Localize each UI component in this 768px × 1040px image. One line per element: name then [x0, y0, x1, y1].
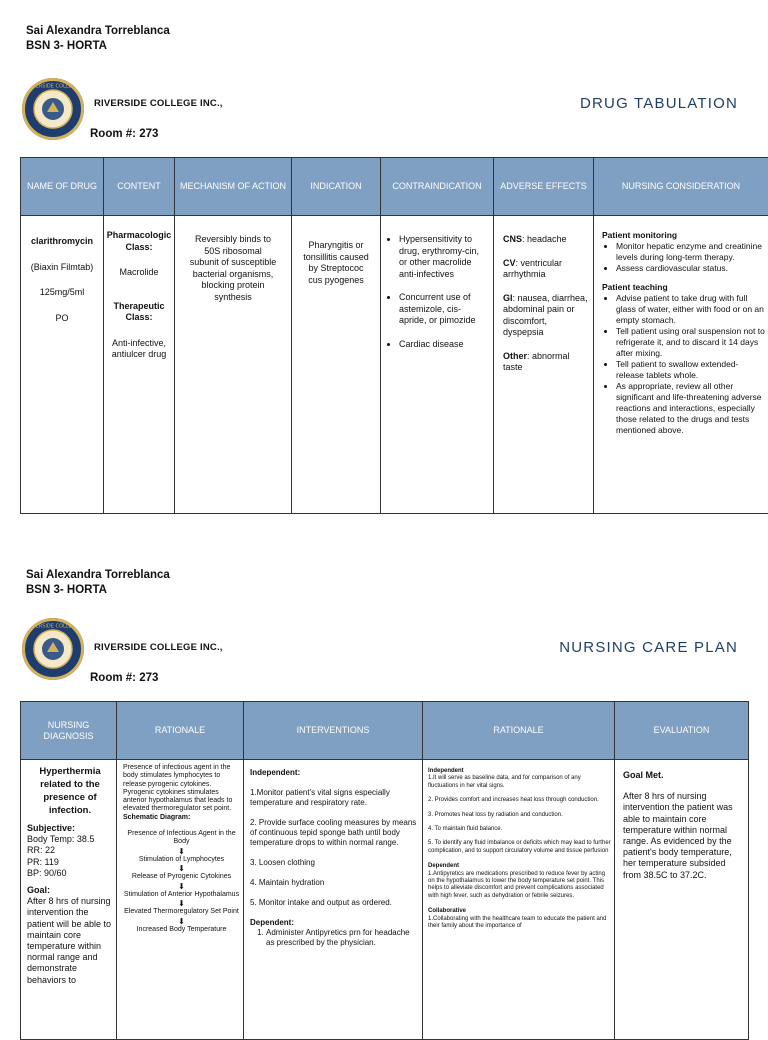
rationale-item: 4. To maintain fluid balance. [428, 826, 611, 833]
rationale-independent-label: Independent [428, 768, 611, 775]
teaching-item: • Tell patient to swallow extended-release tablets whole. [616, 359, 766, 381]
interventions-cell [244, 760, 423, 1040]
flow-step: Presence of Infectious Agent in the Body [123, 830, 240, 847]
rationale-1-text: Presence of infectious agent in the body stimulates lymphocytes to release pyrogenic cytokines. Pyrogenic cytokines stimulates anterior hypothalamus that leads to elevated thermoregulator set point. [123, 764, 240, 814]
dependent-intervention-item: 1. Administer Antipyretics prn for headache as prescribed by the physician. [266, 928, 418, 948]
contraindication-item: • Hypersensitivity to drug, erythromy-cin, or other macrolide anti-infectives [399, 234, 487, 280]
pharmacologic-class: Macrolide [106, 267, 172, 279]
room-number: Room #: 273 [90, 128, 158, 140]
student-section-2: BSN 3- HORTA [26, 583, 107, 597]
rationale-dependent-text: 1.Antipyretics are medications prescribed to reduce fever by acting on the hypothalamus to lower the body temperature set point. This helps to alleviate discomfort and prevent complications associated with high fever, such as dehydration or febrile seizures. [428, 871, 611, 901]
evaluation-title: Goal Met. [623, 770, 744, 781]
student-name-2: Sai Alexandra Torreblanca [26, 568, 170, 582]
header-rationale-1: RATIONALE [117, 702, 244, 760]
diagnosis-title: Hyperthermia related to the presence of infection. [27, 765, 113, 817]
header-content: CONTENT [104, 158, 175, 216]
intervention-item: 4. Maintain hydration [250, 878, 418, 888]
monitoring-item: • Assess cardiovascular status. [616, 263, 766, 274]
monitoring-item: • Monitor hepatic enzyme and creatinine levels during long-term therapy. [616, 241, 766, 263]
logo-lettering: RIVERSIDE COLLEGE [27, 84, 78, 90]
patient-monitoring-label: Patient monitoring [602, 230, 766, 241]
indication-cell [292, 216, 381, 514]
nursing-consideration-cell [594, 216, 768, 514]
adverse-cv: CV: ventricular arrhythmia [503, 258, 589, 281]
subjective-item: BP: 90/60 [27, 868, 113, 879]
college-name-2: RIVERSIDE COLLEGE INC., [94, 642, 223, 653]
header-evaluation: EVALUATION [615, 702, 749, 760]
flow-step: Stimulation of Anterior Hypothalamus [123, 891, 240, 899]
header-nursing-consideration: NURSING CONSIDERATION [594, 158, 768, 216]
logo-lettering: RIVERSIDE COLLEGE [27, 624, 78, 630]
flow-step: Stimulation of Lymphocytes [123, 856, 240, 864]
header-interventions: INTERVENTIONS [244, 702, 423, 760]
contraindication-cell [381, 216, 494, 514]
college-logo [22, 78, 84, 140]
header-drug-name: NAME OF DRUG [21, 158, 104, 216]
drug-name: clarithromycin [23, 236, 101, 248]
college-logo-2 [22, 618, 84, 680]
intervention-item: 2. Provide surface cooling measures by means of continuous tepid sponge bath until body temperature drops to within normal range. [250, 818, 418, 848]
adverse-effects-cell [494, 216, 594, 514]
drug-route: PO [23, 313, 101, 325]
header-rationale-2: RATIONALE [423, 702, 615, 760]
down-arrow-icon: ⬇ [123, 847, 240, 856]
rationale-1-cell [117, 760, 244, 1040]
rationale-item: 1.It will serve as baseline data, and for comparison of any fluctuations in her vital signs. [428, 775, 611, 790]
down-arrow-icon: ⬇ [123, 917, 240, 926]
schematic-label: Schematic Diagram: [123, 814, 240, 822]
interventions-dependent-label: Dependent: [250, 918, 418, 928]
college-name: RIVERSIDE COLLEGE INC., [94, 98, 223, 109]
header-contraindication: CONTRAINDICATION [381, 158, 494, 216]
evaluation-cell [615, 760, 749, 1040]
flow-step: Release of Pyrogenic Cytokines [123, 873, 240, 881]
intervention-item: 3. Loosen clothing [250, 858, 418, 868]
mechanism-text: Reversibly binds to 50S ribosomal subunit of susceptible bacterial organisms, blocking protein synthesis [189, 234, 277, 303]
down-arrow-icon: ⬇ [123, 864, 240, 873]
goal-label: Goal: [27, 885, 113, 896]
drug-table [20, 157, 768, 514]
down-arrow-icon: ⬇ [123, 899, 240, 908]
subjective-item: Body Temp: 38.5 [27, 834, 113, 845]
diagnosis-cell [21, 760, 117, 1040]
header-mechanism: MECHANISM OF ACTION [175, 158, 292, 216]
room-number-2: Room #: 273 [90, 672, 158, 684]
subjective-item: PR: 119 [27, 857, 113, 868]
mechanism-cell [175, 216, 292, 514]
therapeutic-class-label: Therapeutic Class: [106, 301, 172, 324]
adverse-other: Other: abnormal taste [503, 351, 589, 374]
content-cell [104, 216, 175, 514]
indication-text: Pharyngitis or tonsillitis caused by Streptococ cus pyogenes [302, 240, 370, 286]
student-section: BSN 3- HORTA [26, 39, 107, 53]
goal-text: After 8 hrs of nursing intervention the patient will be able to maintain core temperature within normal range and demonstrate behaviors to [27, 896, 113, 986]
rationale-2-cell [423, 760, 615, 1040]
care-plan-table [20, 701, 749, 1040]
rationale-collaborative-label: Collaborative [428, 908, 611, 915]
drug-dose: 125mg/5ml [23, 287, 101, 299]
rationale-item: 5. To identify any fluid imbalance or deficits which may lead to further complication, and to support circulatory volume and tissue perfusion [428, 840, 611, 855]
subjective-item: RR: 22 [27, 845, 113, 856]
rationale-dependent-label: Dependent [428, 863, 611, 870]
intervention-item: 1.Monitor patient's vital signs especially temperature and respiratory rate. [250, 788, 418, 808]
student-name: Sai Alexandra Torreblanca [26, 24, 170, 38]
drug-brand: (Biaxin Filmtab) [23, 262, 101, 274]
subjective-label: Subjective: [27, 823, 113, 834]
adverse-gi: GI: nausea, diarrhea, abdominal pain or discomfort, dyspepsia [503, 293, 589, 339]
pharmacologic-class-label: Pharmacologic Class: [106, 230, 172, 253]
rationale-item: 3. Promotes heat loss by radiation and conduction. [428, 812, 611, 819]
document-title: DRUG TABULATION [580, 95, 738, 112]
interventions-independent-label: Independent: [250, 768, 418, 778]
header-nursing-diagnosis: NURSING DIAGNOSIS [21, 702, 117, 760]
down-arrow-icon: ⬇ [123, 882, 240, 891]
adverse-cns: CNS: headache [503, 234, 589, 246]
therapeutic-class: Anti-infective, antiulcer drug [106, 338, 172, 361]
header-indication: INDICATION [292, 158, 381, 216]
rationale-collaborative-text: 1.Collaborating with the healthcare team to educate the patient and their family about the importance of [428, 916, 611, 931]
drug-name-cell [21, 216, 104, 514]
patient-teaching-label: Patient teaching [602, 282, 766, 293]
intervention-item: 5. Monitor intake and output as ordered. [250, 898, 418, 908]
flow-step: Increased Body Temperature [123, 926, 240, 934]
teaching-item: • As appropriate, review all other significant and life-threatening adverse reactions and interactions, especially those related to the drugs and tests mentioned above. [616, 381, 766, 436]
rationale-item: 2. Provides comfort and increases heat loss through conduction. [428, 797, 611, 804]
teaching-item: • Tell patient using oral suspension not to refrigerate it, and to discard it 14 days after mixing. [616, 326, 766, 359]
header-adverse-effects: ADVERSE EFFECTS [494, 158, 594, 216]
flow-step: Elevated Thermoregulatory Set Point [123, 908, 240, 916]
contraindication-item: • Cardiac disease [399, 339, 487, 351]
contraindication-item: • Concurrent use of astemizole, cis-apride, or pimozide [399, 292, 487, 327]
teaching-item: • Advise patient to take drug with full glass of water, either with food or on an empty stomach. [616, 293, 766, 326]
evaluation-text: After 8 hrs of nursing intervention the patient was able to maintain core temperature within normal range. As evidenced by the patient's body temperature, her temperature subsided from 38.5C to 37.2C. [623, 791, 744, 881]
care-plan-title: NURSING CARE PLAN [559, 639, 738, 656]
